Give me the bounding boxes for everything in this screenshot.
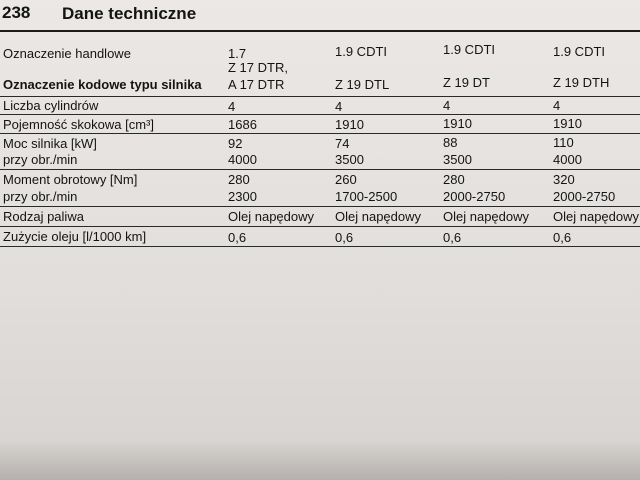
row-value: 2000-2750	[553, 189, 616, 204]
row-value: 92	[228, 136, 243, 151]
row-label: Zużycie oleju [l/1000 km]	[3, 229, 147, 244]
row-value: 1910	[553, 116, 582, 131]
brand-label: Oznaczenie handlowe	[3, 46, 131, 61]
row-value: 4	[228, 99, 236, 114]
row-value: Olej napędowy	[228, 209, 314, 224]
brand-cell: 1.9 CDTI	[553, 44, 606, 59]
row-value: 0,6	[335, 230, 354, 245]
code-cell: Z 19 DT	[443, 75, 490, 90]
code-cell: Z 19 DTL	[335, 77, 390, 92]
brand-cell: 1.9 CDTI	[335, 44, 388, 59]
row-value: 1910	[443, 116, 472, 131]
page-header	[0, 0, 640, 32]
table-row	[0, 170, 640, 188]
spec-table	[0, 38, 640, 247]
row-value: 2300	[228, 189, 257, 204]
row-value: 260	[335, 172, 357, 187]
row-value: 4	[553, 98, 561, 113]
table-row	[0, 151, 640, 170]
row-value: 74	[335, 136, 350, 151]
row-label: przy obr./min	[3, 152, 78, 167]
row-value: 4	[443, 98, 451, 113]
code-cell: Z 17 DTR,	[228, 60, 288, 75]
row-label: Moc silnika [kW]	[3, 136, 97, 151]
page-shadow	[0, 440, 640, 480]
row-value: 110	[553, 135, 574, 150]
row-label: Pojemność skokowa [cm³]	[3, 117, 154, 132]
table-row	[0, 97, 640, 115]
brand-cell: 1.9 CDTI	[443, 42, 496, 57]
table-row	[0, 207, 640, 227]
row-value: 4	[335, 99, 343, 114]
row-value: 280	[443, 172, 465, 187]
row-label: Moment obrotowy [Nm]	[3, 172, 138, 187]
row-value: 88	[443, 135, 458, 150]
row-label: przy obr./min	[3, 189, 78, 204]
row-value: 1910	[335, 117, 364, 132]
row-value: 2000-2750	[443, 189, 506, 204]
row-value: 1686	[228, 117, 257, 132]
row-label: Liczba cylindrów	[3, 98, 99, 113]
row-value: 1700-2500	[335, 189, 398, 204]
page-title: Dane techniczne	[62, 4, 197, 23]
code-cell: Z 19 DTH	[553, 75, 610, 90]
row-value: 320	[553, 172, 575, 187]
row-value: 280	[228, 172, 250, 187]
row-value: 0,6	[443, 230, 462, 245]
row-value: 4000	[228, 152, 257, 167]
row-value: Olej napędowy	[335, 209, 421, 224]
table-row	[0, 115, 640, 134]
page-number: 238	[2, 3, 31, 22]
table-row	[0, 227, 640, 247]
row-value: 0,6	[553, 230, 572, 245]
row-value: 4000	[553, 152, 582, 167]
code-row	[0, 54, 640, 97]
table-row	[0, 134, 640, 151]
brand-cell: 1.7	[228, 46, 247, 61]
row-value: Olej napędowy	[553, 209, 639, 224]
code-label: Oznaczenie kodowe typu silnika	[3, 77, 202, 92]
table-row	[0, 188, 640, 207]
brand-row	[0, 38, 640, 61]
row-value: 3500	[443, 152, 472, 167]
row-value: 0,6	[228, 230, 247, 245]
row-value: Olej napędowy	[443, 209, 529, 224]
code-cell: A 17 DTR	[228, 77, 285, 92]
row-value: 3500	[335, 152, 364, 167]
row-label: Rodzaj paliwa	[3, 209, 84, 224]
